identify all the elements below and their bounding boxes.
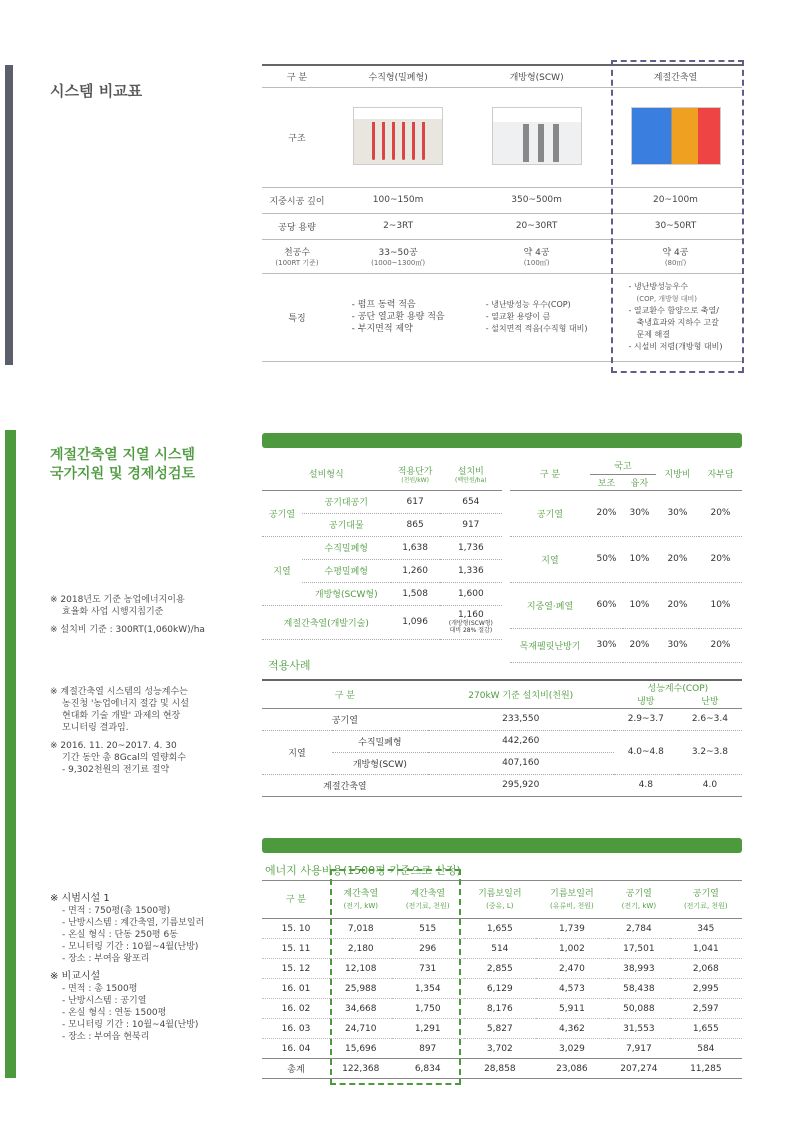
table-row: [262, 730, 742, 752]
cell: 1,291: [392, 1019, 464, 1039]
compare-header-cell: 계절간축열: [609, 65, 742, 87]
header-cell: 구 분: [262, 680, 428, 708]
header-cell: 자부담: [699, 458, 742, 490]
cell: 1,260: [391, 559, 440, 582]
site-item: - 온실 형식 : 연동 1500평: [62, 1008, 167, 1018]
wells-label-sub: (100RT 기준): [275, 258, 319, 267]
wells-label: 천공수: [283, 247, 311, 258]
header-cell: 구 분: [510, 458, 590, 490]
note-line: 현대화 기술 개발' 과제의 현장: [62, 711, 181, 721]
notes-criteria: [50, 594, 235, 636]
note-line: ※ 설치비 기준 : 300RT(1,060kW)/ha: [50, 625, 205, 635]
row-name: 16. 02: [262, 999, 330, 1019]
cell: 295,920: [428, 774, 614, 796]
feature-item: - 설치면적 적음(수직형 대비): [485, 324, 588, 333]
cell: 30%: [656, 628, 699, 662]
notes-cop: [50, 686, 235, 776]
cell: 1,638: [391, 536, 440, 559]
cell: 442,260: [428, 730, 614, 752]
table-row: [510, 628, 742, 662]
feature-item: - 부지면적 제약: [351, 324, 413, 334]
cell: 30%: [656, 490, 699, 536]
cell: 20%: [590, 490, 623, 536]
header-cell: [440, 458, 502, 490]
cell: 1,655: [464, 919, 536, 939]
cell: 31,553: [608, 1019, 670, 1039]
header-cell: 270kW 기준 설치비(천원): [428, 680, 614, 708]
cell: 2,995: [670, 979, 742, 999]
wells-value: 33~50공: [378, 247, 418, 258]
apply-title: 적용사례: [268, 659, 311, 672]
cell: 60%: [590, 582, 623, 628]
site-heading: ※ 비교시설: [50, 971, 101, 982]
note-line: - 9,302천원의 전기료 절약: [62, 765, 170, 775]
header-cell: 지방비: [656, 458, 699, 490]
features-cell: [464, 273, 609, 361]
cell: 2,784: [608, 919, 670, 939]
cell-note: 대비 28% 절감): [449, 627, 493, 634]
header-cell: [608, 881, 670, 919]
cell: 20%: [656, 536, 699, 582]
site-item: - 장소 : 부여읍 현북리: [62, 1032, 150, 1042]
note-line: 모니터링 결과임.: [62, 723, 129, 733]
cell: 20%: [699, 536, 742, 582]
cell: 30%: [590, 628, 623, 662]
header-cell: [391, 458, 440, 490]
table-row: [262, 708, 742, 730]
header-text: 계간축열: [343, 888, 379, 899]
feature-item: - 열교환 용량이 큼: [485, 312, 551, 321]
table-row: [262, 490, 502, 513]
row-name: 개방형(SCW형): [302, 582, 391, 605]
wells-sub: (1000~1300㎡): [371, 258, 426, 267]
section2-title: [50, 446, 240, 484]
feature-item: 축냉효과와 지하수 고갈: [636, 318, 719, 327]
group-label: 공기열: [262, 490, 302, 536]
wells-sub: (80㎡): [664, 258, 687, 267]
row-name: 공기열: [510, 490, 590, 536]
header-cell: [262, 881, 330, 919]
row-name: 계절간축열: [262, 774, 428, 796]
cell: 1,002: [536, 939, 608, 959]
highlight-seasonal-column: [611, 60, 744, 373]
section1-title: 시스템 비교표: [50, 82, 143, 100]
row-name: 16. 04: [262, 1039, 330, 1059]
cell: 1,354: [392, 979, 464, 999]
row-name: 지열: [510, 536, 590, 582]
cell: 11,285: [670, 1059, 742, 1079]
cell: 25,988: [330, 979, 392, 999]
cell: 2,855: [464, 959, 536, 979]
cell: 122,368: [330, 1059, 392, 1079]
cell: 4,362: [536, 1019, 608, 1039]
cell: 731: [392, 959, 464, 979]
cell-value: 1,160: [457, 610, 484, 620]
header-text: 공기열: [692, 888, 719, 899]
cell: 296: [392, 939, 464, 959]
notes-sites: [50, 893, 235, 1043]
row-name: 총계: [262, 1059, 330, 1079]
row-name: 공기대물: [302, 513, 391, 536]
features-label: 특징: [262, 273, 332, 361]
section-marker-green: [5, 430, 16, 1078]
cell: 584: [670, 1039, 742, 1059]
cell: 514: [464, 939, 536, 959]
cell: 1,736: [440, 536, 502, 559]
compare-row-label: 공당 용량: [262, 213, 332, 239]
table-row: [510, 582, 742, 628]
open-structure-image: [492, 107, 582, 165]
cell: 4,573: [536, 979, 608, 999]
cell: 50,088: [608, 999, 670, 1019]
cell: 2.9~3.7: [614, 708, 678, 730]
site-item: - 모니터링 기간 : 10월~4월(난방): [62, 942, 199, 952]
header-cell: 국고: [590, 458, 656, 474]
table-row: [262, 774, 742, 796]
header-sub: (전기료, 천원): [405, 901, 450, 910]
row-name: 15. 12: [262, 959, 330, 979]
highlight-seasonal-columns: [330, 869, 461, 1085]
unit-cost-table: [262, 458, 502, 640]
site-heading: ※ 시범시설 1: [50, 893, 110, 904]
cell: 2,597: [670, 999, 742, 1019]
row-name: 16. 01: [262, 979, 330, 999]
row-name: 개방형(SCW): [332, 752, 428, 774]
cell: 15,696: [330, 1039, 392, 1059]
note-line: 효율화 사업 시행지침기준: [62, 607, 164, 617]
cell: 6,129: [464, 979, 536, 999]
cell: 28,858: [464, 1059, 536, 1079]
cell: 2,470: [536, 959, 608, 979]
site-item: - 온실 형식 : 단동 250평 6동: [62, 930, 178, 940]
header-cell: 냉방: [614, 694, 678, 708]
cell: 515: [392, 919, 464, 939]
cell: 345: [670, 919, 742, 939]
compare-cell: [332, 239, 464, 273]
header-cell: 융자: [623, 474, 656, 490]
cell: 8,176: [464, 999, 536, 1019]
note-line: ※ 2018년도 기준 농업에너지이용: [50, 595, 185, 605]
header-sub: (전기, kW): [621, 901, 657, 910]
cell: 10%: [623, 536, 656, 582]
header-sub: (전기, kW): [343, 901, 378, 910]
cell: 58,438: [608, 979, 670, 999]
cell: 1,750: [392, 999, 464, 1019]
feature-item: - 냉난방성능우수: [628, 282, 688, 291]
support-header: [510, 458, 742, 474]
cell: 654: [440, 490, 502, 513]
cell: 617: [391, 490, 440, 513]
cell: 1,508: [391, 582, 440, 605]
cell: 3,029: [536, 1039, 608, 1059]
support-ratio-table: [510, 458, 742, 663]
cell: 2,068: [670, 959, 742, 979]
row-name: 15. 10: [262, 919, 330, 939]
section2-title-line: 국가지원 및 경제성검토: [50, 466, 195, 482]
note-line: ※ 2016. 11. 20~2017. 4. 30: [50, 741, 177, 751]
compare-cell: 100~150m: [332, 187, 464, 213]
header-sub: (유류비, 천원): [550, 901, 594, 910]
note-line: ※ 계절간축열 시스템의 성능계수는: [50, 687, 188, 697]
cell: 24,710: [330, 1019, 392, 1039]
header-cell: 설비형식: [262, 458, 391, 490]
cell: 917: [440, 513, 502, 536]
cell: 5,827: [464, 1019, 536, 1039]
feature-item: - 공단 열교환 용량 적음: [351, 312, 445, 322]
row-name: 수직밀폐형: [332, 730, 428, 752]
cell: 1,336: [440, 559, 502, 582]
row-name: 수평밀폐형: [302, 559, 391, 582]
feature-item: - 열교환수 함양으로 축열/: [628, 306, 719, 315]
compare-cell: 2~3RT: [332, 213, 464, 239]
cell: 1,739: [536, 919, 608, 939]
header-text: 기름보일러: [550, 888, 594, 899]
cell: 6,834: [392, 1059, 464, 1079]
cell: 20%: [623, 628, 656, 662]
features-cell: [332, 273, 464, 361]
cell: 4.0: [678, 774, 742, 796]
green-header-bar: [262, 433, 742, 448]
cell: 1,041: [670, 939, 742, 959]
row-name: 지중열·폐열: [510, 582, 590, 628]
cell: 3,702: [464, 1039, 536, 1059]
cell: 1,096: [391, 605, 440, 639]
cell: 10%: [623, 582, 656, 628]
green-header-bar: [262, 838, 742, 853]
table-row: [510, 536, 742, 582]
wells-value: 약 4공: [662, 247, 689, 258]
group-label: 지열: [262, 536, 302, 605]
row-name: 목재펠릿난방기: [510, 628, 590, 662]
site-item: - 난방시스템 : 공기열: [62, 996, 147, 1006]
cell: 2,180: [330, 939, 392, 959]
cell: 4.8: [614, 774, 678, 796]
feature-item: - 냉난방성능 우수(COP): [485, 300, 571, 309]
compare-header-cell: 구 분: [262, 65, 332, 87]
apply-header: [262, 680, 742, 694]
cell: 20%: [656, 582, 699, 628]
header-cell: [670, 881, 742, 919]
row-name: 15. 11: [262, 939, 330, 959]
cell: 17,501: [608, 939, 670, 959]
header-sub: (백만원/ha): [455, 476, 487, 484]
header-sub: (전기료, 천원): [683, 901, 728, 910]
cell: 7,018: [330, 919, 392, 939]
row-name: 계절간축열(개발기술): [262, 605, 391, 639]
cell: 10%: [699, 582, 742, 628]
site-item: - 장소 : 부여읍 왕포리: [62, 954, 150, 964]
compare-row-label: [262, 239, 332, 273]
site-item: - 난방시스템 : 계간축열, 기름보일러: [62, 918, 205, 928]
cell: 5,911: [536, 999, 608, 1019]
table-row: [262, 536, 502, 559]
header-text: 기름보일러: [478, 888, 522, 899]
cell: 7,917: [608, 1039, 670, 1059]
cell: 865: [391, 513, 440, 536]
note-line: 기간 동안 총 8Gcal의 열량회수: [62, 753, 187, 763]
feature-item: - 시설비 저렴(개방형 대비): [628, 342, 723, 351]
compare-cell: 20~30RT: [464, 213, 609, 239]
apply-table: [262, 679, 742, 797]
header-cell: 난방: [678, 694, 742, 708]
feature-item: 문제 해결: [636, 330, 670, 339]
header-sub: (중유, L): [486, 901, 514, 910]
cell: 23,086: [536, 1059, 608, 1079]
cell: 1,600: [440, 582, 502, 605]
cell: 207,274: [608, 1059, 670, 1079]
compare-header-cell: 개방형(SCW): [464, 65, 609, 87]
header-text: 계간축열: [410, 888, 446, 899]
row-name: 수직밀폐형: [302, 536, 391, 559]
note-line: 농진청 '농업에너지 절감 및 시설: [62, 699, 189, 709]
cell-note: (개방형(SCW형): [448, 620, 493, 627]
site-item: - 면적 : 750평(총 1500평): [62, 906, 171, 916]
cell: 12,108: [330, 959, 392, 979]
cell: 20%: [699, 628, 742, 662]
table-row: [262, 605, 502, 639]
cell: 4.0~4.8: [614, 730, 678, 774]
header-cell: [464, 881, 536, 919]
compare-cell: 350~500m: [464, 187, 609, 213]
compare-cell: [464, 239, 609, 273]
compare-header-cell: 수직형(밀폐형): [332, 65, 464, 87]
row-name: 공기열: [262, 708, 428, 730]
compare-cell: 30~50RT: [609, 213, 742, 239]
row-name: 16. 03: [262, 1019, 330, 1039]
structure-label: 구조: [262, 87, 332, 187]
section2-title-line: 계절간축열 지열 시스템: [50, 447, 195, 463]
header-text: 적용단가: [397, 466, 433, 477]
cell: 407,160: [428, 752, 614, 774]
site-item: - 모니터링 기간 : 10월~4월(난방): [62, 1020, 199, 1030]
cell: 50%: [590, 536, 623, 582]
energy-title: 에너지 사용비용(1500평 기준으로 산정): [265, 864, 461, 877]
vertical-structure-image: [353, 107, 443, 165]
cell: 2.6~3.4: [678, 708, 742, 730]
row-name: 공기대공기: [302, 490, 391, 513]
cell: 233,550: [428, 708, 614, 730]
feature-item: (COP, 개방형 대비): [636, 295, 698, 303]
feature-item: - 펌프 동력 적음: [351, 300, 416, 310]
header-cell: 보조: [590, 474, 623, 490]
header-text: 공기열: [625, 888, 652, 899]
wells-value: 약 4공: [523, 247, 550, 258]
cell: 20%: [699, 490, 742, 536]
group-label: 지열: [262, 730, 332, 774]
site-item: - 면적 : 총 1500평: [62, 984, 138, 994]
cell: 38,993: [608, 959, 670, 979]
cell: 1,655: [670, 1019, 742, 1039]
section-marker-gray: [5, 65, 13, 365]
table-row: [510, 490, 742, 536]
cell: [440, 605, 502, 639]
cell: 897: [392, 1039, 464, 1059]
header-cell: [536, 881, 608, 919]
wells-sub: (100㎡): [523, 258, 550, 267]
header-text: 설치비: [457, 466, 484, 477]
header-sub: (천원/kW): [401, 476, 429, 484]
cell: 34,668: [330, 999, 392, 1019]
compare-row-label: 지중시공 깊이: [262, 187, 332, 213]
unit-cost-header: [262, 458, 502, 490]
cell: 3.2~3.8: [678, 730, 742, 774]
header-cell: 성능계수(COP): [647, 684, 709, 694]
cell: 30%: [623, 490, 656, 536]
header-text: 구 분: [285, 894, 307, 905]
compare-cell: 20~100m: [609, 187, 742, 213]
